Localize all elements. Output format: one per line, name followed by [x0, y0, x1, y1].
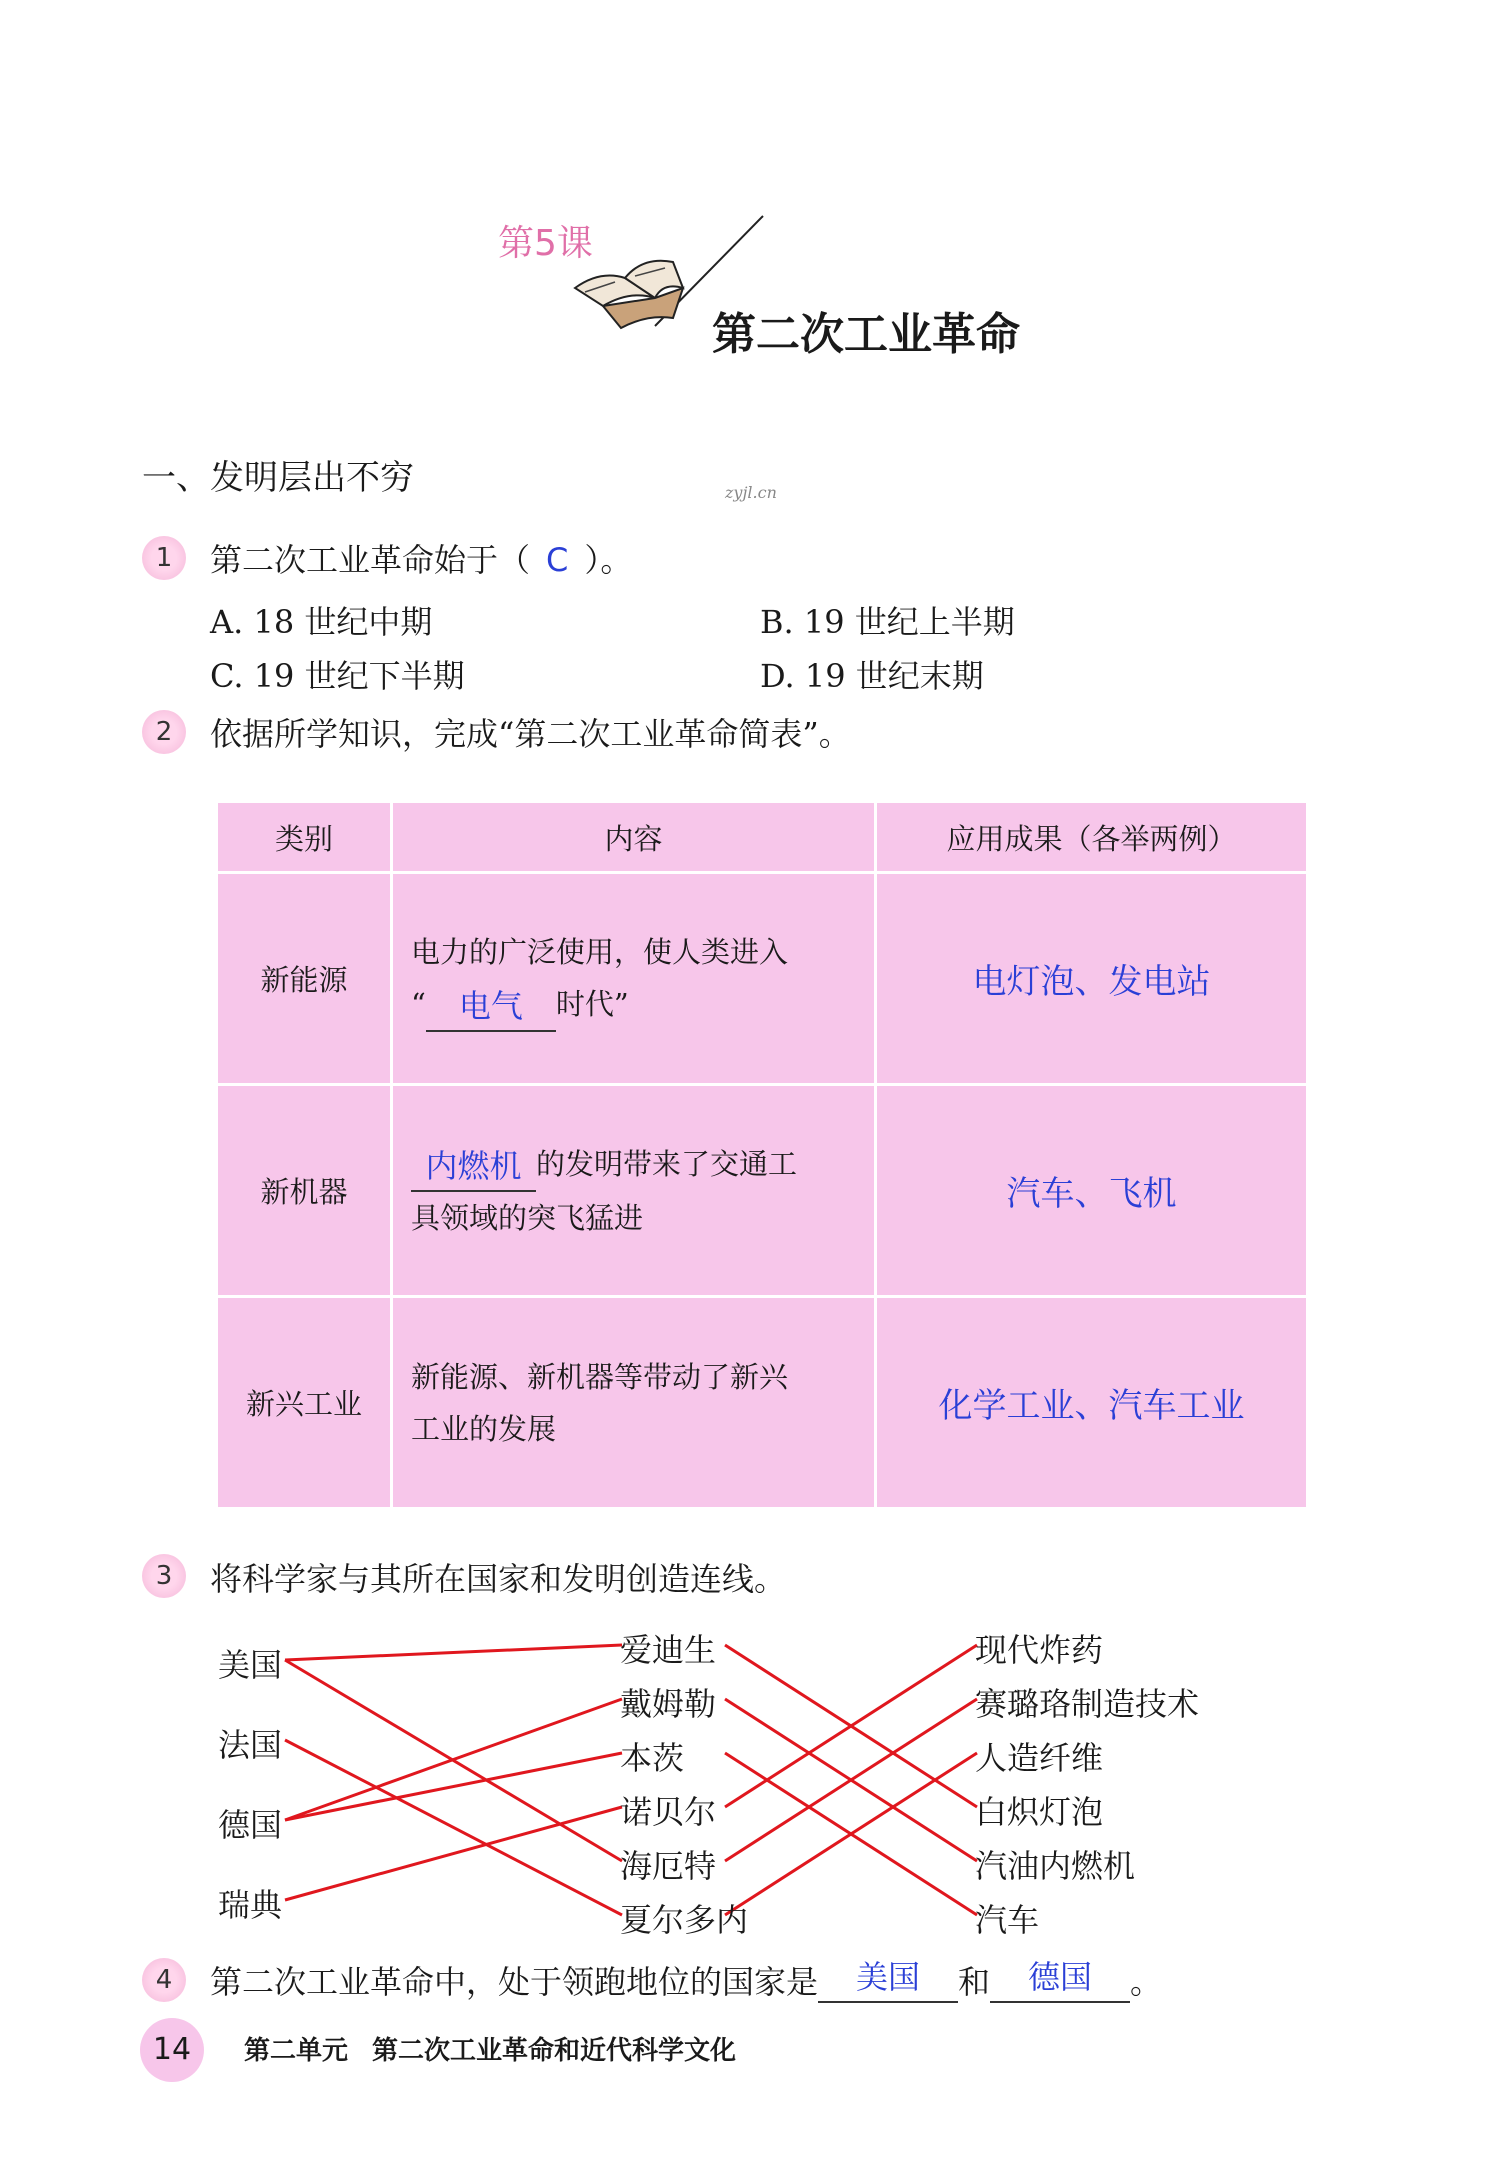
- invention-label: 赛璐珞制造技术: [975, 1685, 1200, 1723]
- option-a: A. 18 世纪中期: [210, 603, 433, 641]
- result-cell: 化学工业、汽车工业: [876, 1297, 1308, 1509]
- option-b: B. 19 世纪上半期: [760, 603, 1015, 641]
- blank-answer: 电气: [458, 986, 523, 1025]
- content-text: 具领域的突飞猛进: [411, 1200, 644, 1235]
- option-d: D. 19 世纪末期: [760, 657, 984, 695]
- match-line: [285, 1699, 622, 1820]
- scientist-label: 爱迪生: [620, 1631, 717, 1669]
- invention-label: 现代炸药: [975, 1631, 1104, 1669]
- section-title: 一、发明层出不穷: [142, 458, 414, 498]
- question-4-text-mid: 和: [958, 1963, 991, 2001]
- country-label: 法国: [218, 1726, 283, 1764]
- content-text: 新能源、新机器等带动了新兴: [411, 1359, 789, 1394]
- table-header: 内容: [392, 802, 876, 873]
- question-4-text-end: 。: [1130, 1963, 1163, 2001]
- result-cell: 电灯泡、发电站: [876, 873, 1308, 1085]
- question-number-badge: 4: [142, 1958, 186, 2002]
- category-cell: 新机器: [217, 1085, 392, 1297]
- question-2-stem: 依据所学知识，完成“第二次工业革命简表”。: [210, 715, 851, 753]
- match-line: [285, 1645, 622, 1660]
- question-4-text: 第二次工业革命中，处于领跑地位的国家是: [210, 1963, 819, 2001]
- category-cell: 新能源: [217, 873, 392, 1085]
- lesson-title: 第二次工业革命: [712, 309, 1020, 360]
- lesson-number: 第5课: [498, 223, 593, 264]
- scientist-label: 诺贝尔: [620, 1793, 717, 1831]
- unit-title: 第二次工业革命和近代科学文化: [372, 2036, 737, 2066]
- category-cell: 新兴工业: [217, 1297, 392, 1509]
- scientist-label: 夏尔多内: [620, 1901, 749, 1939]
- quote-mark: “: [411, 986, 426, 1021]
- content-text: 电力的广泛使用，使人类进入: [411, 934, 789, 969]
- invention-label: 人造纤维: [975, 1739, 1104, 1777]
- question-number-badge: 1: [142, 536, 186, 580]
- question-number-badge: 3: [142, 1554, 186, 1598]
- question-1-text-end: ）。: [584, 541, 633, 579]
- question-1-answer: C: [546, 541, 569, 579]
- country-label: 德国: [218, 1806, 283, 1844]
- fill-blank: [818, 1958, 958, 2003]
- content-text: 工业的发展: [411, 1411, 557, 1446]
- scientist-label: 戴姆勒: [620, 1685, 717, 1723]
- question-4-stem: [210, 1957, 1162, 2003]
- result-cell: 汽车、飞机: [876, 1085, 1308, 1297]
- blank-answer: 德国: [1028, 1958, 1093, 1996]
- scientist-label: 海厄特: [620, 1847, 717, 1885]
- country-label: 瑞典: [218, 1886, 283, 1924]
- country-label: 美国: [218, 1646, 283, 1684]
- content-text: 的发明带来了交通工: [536, 1146, 798, 1181]
- footer-unit: [244, 2030, 736, 2067]
- question-3-stem: 将科学家与其所在国家和发明创造连线。: [210, 1560, 787, 1598]
- watermark: zyjl.cn: [725, 483, 777, 502]
- match-line: [285, 1807, 622, 1900]
- match-line: [285, 1753, 622, 1820]
- invention-label: 汽车: [975, 1901, 1040, 1939]
- content-text: 时代”: [555, 986, 629, 1021]
- option-c: C. 19 世纪下半期: [210, 657, 465, 695]
- question-number-badge: 2: [142, 710, 186, 754]
- scientist-label: 本茨: [620, 1739, 685, 1777]
- invention-label: 汽油内燃机: [975, 1847, 1136, 1885]
- page-number: 14: [140, 2018, 204, 2082]
- blank-answer: 内燃机: [425, 1146, 522, 1185]
- invention-label: 白炽灯泡: [975, 1793, 1104, 1831]
- fill-blank: [990, 1958, 1130, 2003]
- match-line: [285, 1740, 622, 1915]
- blank-answer: 美国: [856, 1958, 921, 1996]
- question-1-text: 第二次工业革命始于（: [210, 541, 531, 579]
- table-header: 应用成果（各举两例）: [876, 802, 1308, 873]
- table-header: 类别: [217, 802, 392, 873]
- unit-label: 第二单元: [244, 2036, 349, 2066]
